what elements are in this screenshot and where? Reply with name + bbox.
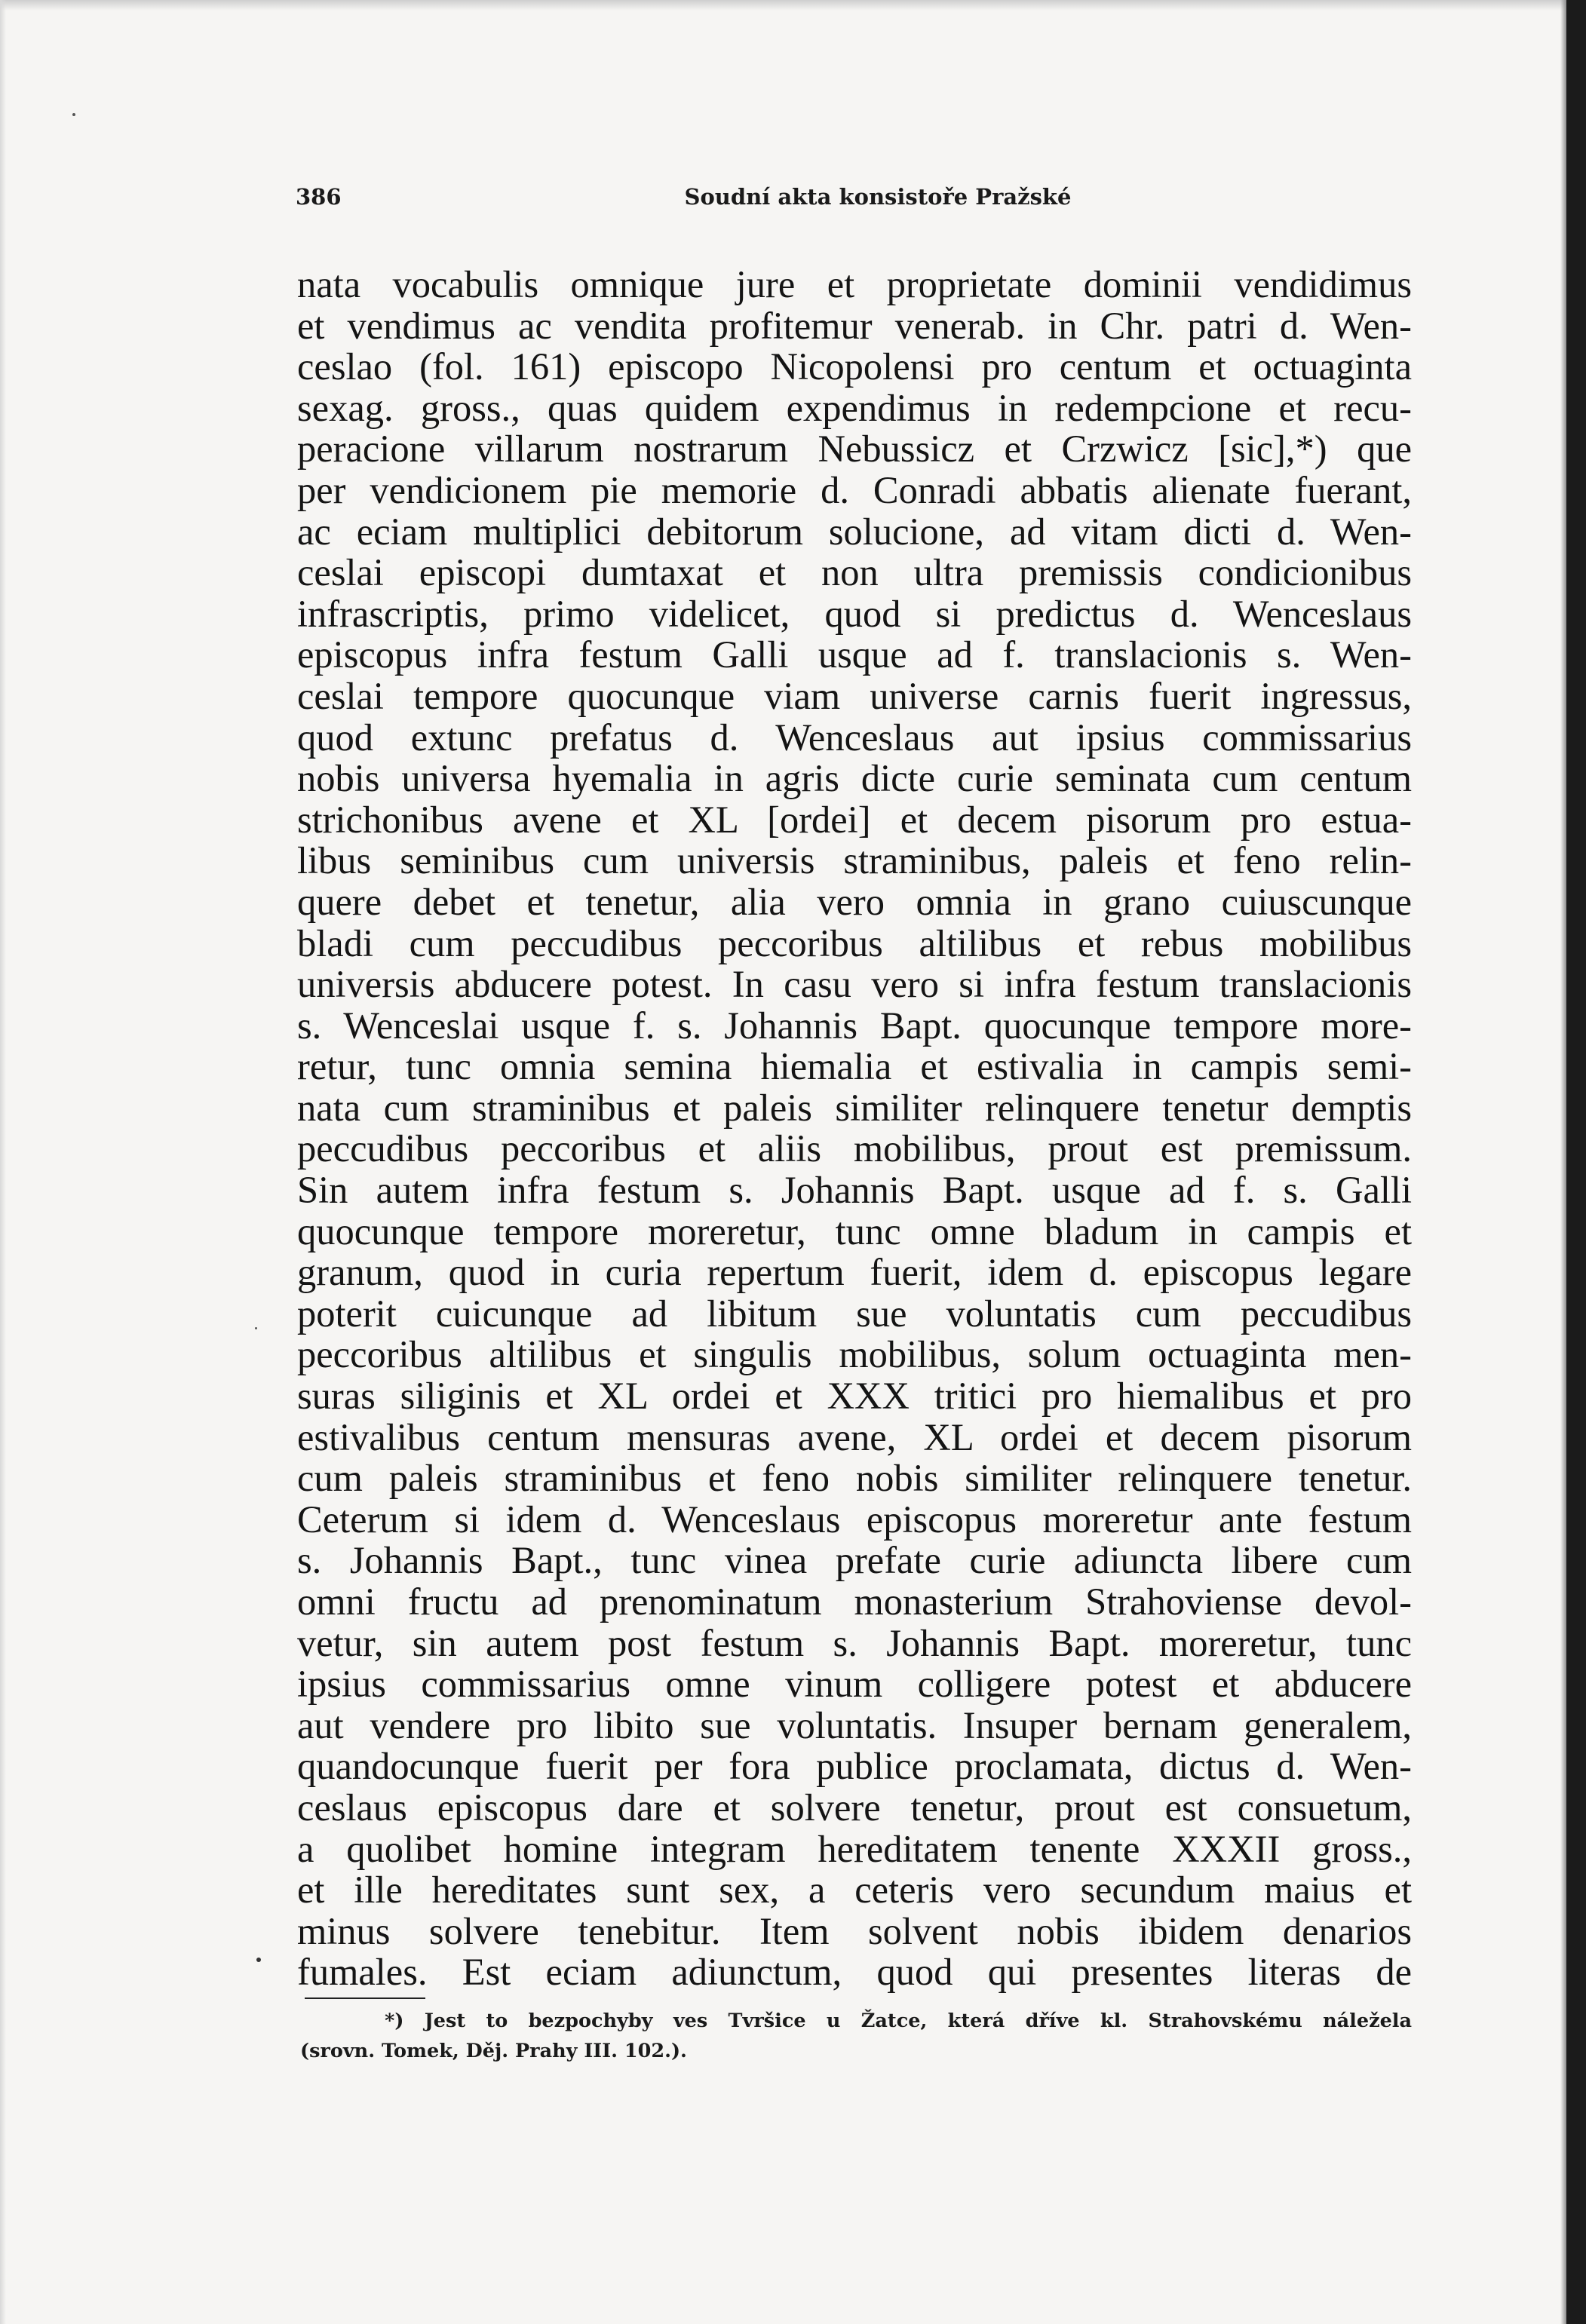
text-line: strichonibus avene et XL [ordei] et decem pisorum pro estua- xyxy=(297,798,1412,841)
footnote xyxy=(300,2006,1412,2066)
text-line: nobis universa hyemalia in agris dicte curie seminata cum centum xyxy=(297,757,1412,800)
footnote-line: *) Jest to bezpochyby ves Tvršice u Žatce, která dříve kl. Strahovskému náležela xyxy=(385,2010,1412,2032)
text-line: peracione villarum nostrarum Nebussicz et Crzwicz [sic],*) que xyxy=(297,428,1412,471)
scan-shadow-left xyxy=(0,0,6,2324)
text-line: ceslai tempore quocunque viam universe carnis fuerit ingressus, xyxy=(297,674,1412,717)
text-line: retur, tunc omnia semina hiemalia et estivalia in campis semi- xyxy=(297,1045,1412,1088)
text-line: bladi cum peccudibus peccoribus altilibus et rebus mobilibus xyxy=(297,921,1412,964)
text-line: quocunque tempore moreretur, tunc omne bladum in campis et xyxy=(297,1210,1412,1252)
body-text xyxy=(297,264,1412,1993)
text-line: infrascriptis, primo videlicet, quod si predictus d. Wenceslaus xyxy=(297,592,1412,635)
text-line: granum, quod in curia repertum fuerit, idem d. episcopus legare xyxy=(297,1251,1412,1294)
footnote-line: (srovn. Tomek, Děj. Prahy III. 102.). xyxy=(300,2040,687,2062)
text-line: Sin autem infra festum s. Johannis Bapt. usque ad f. s. Galli xyxy=(297,1169,1412,1212)
text-line: peccudibus peccoribus et aliis mobilibus, prout est premissum. xyxy=(297,1127,1412,1170)
text-line: ac eciam multiplici debitorum solucione, ad vitam dicti d. Wen- xyxy=(297,510,1412,553)
text-line: et ille hereditates sunt sex, a ceteris vero secundum maius et xyxy=(297,1869,1412,1912)
running-title: Soudní akta konsistoře Pražské xyxy=(684,184,1072,210)
text-line: ceslaus episcopus dare et solvere tenetur, prout est consuetum, xyxy=(297,1786,1412,1829)
text-line: aut vendere pro libito sue voluntatis. Insuper bernam generalem, xyxy=(297,1703,1412,1746)
text-line: per vendicionem pie memorie d. Conradi abbatis alienate fuerant, xyxy=(297,468,1412,511)
text-line: nata cum straminibus et paleis similiter relinquere tenetur demptis xyxy=(297,1086,1412,1129)
text-line: ceslai episcopi dumtaxat et non ultra premissis condicionibus xyxy=(297,551,1412,594)
text-line: sexag. gross., quas quidem expendimus in redempcione et recu- xyxy=(297,386,1412,429)
scan-speck xyxy=(256,1958,261,1962)
text-line: minus solvere tenebitur. Item solvent nobis ibidem denarios xyxy=(297,1909,1412,1952)
text-line: suras siliginis et XL ordei et XXX tritici pro hiemalibus et pro xyxy=(297,1375,1412,1418)
running-header xyxy=(296,184,1410,217)
text-line: quod extunc prefatus d. Wenceslaus aut ipsius commissarius xyxy=(297,716,1412,759)
text-line: s. Wenceslai usque f. s. Johannis Bapt. quocunque tempore more- xyxy=(297,1004,1412,1047)
text-line: estivalibus centum mensuras avene, XL ordei et decem pisorum xyxy=(297,1415,1412,1458)
text-line: quere debet et tenetur, alia vero omnia in grano cuiuscunque xyxy=(297,880,1412,923)
text-line: episcopus infra festum Galli usque ad f. translacionis s. Wen- xyxy=(297,633,1412,676)
text-line: fumales. Est eciam adiunctum, quod qui presentes literas de xyxy=(297,1951,1412,1994)
scan-shadow-right xyxy=(1560,0,1566,2324)
text-line: quandocunque fuerit per fora publice proclamata, dictus d. Wen- xyxy=(297,1745,1412,1788)
page-number: 386 xyxy=(296,184,342,210)
scan-speck xyxy=(255,1327,257,1329)
text-line: libus seminibus cum universis straminibus, paleis et feno relin- xyxy=(297,839,1412,882)
text-line: omni fructu ad prenominatum monasterium Strahoviense devol- xyxy=(297,1581,1412,1623)
text-line: Ceterum si idem d. Wenceslaus episcopus moreretur ante festum xyxy=(297,1498,1412,1541)
text-line: s. Johannis Bapt., tunc vinea prefate curie adiuncta libere cum xyxy=(297,1539,1412,1582)
footnote-divider xyxy=(305,1997,425,1999)
text-line: vetur, sin autem post festum s. Johannis Bapt. moreretur, tunc xyxy=(297,1621,1412,1664)
text-line: ceslao (fol. 161) episcopo Nicopolensi pro centum et octuaginta xyxy=(297,345,1412,388)
scan-shadow-top xyxy=(0,0,1586,11)
text-line: nata vocabulis omnique jure et proprietate dominii vendidimus xyxy=(297,263,1412,305)
scan-border-right xyxy=(1566,0,1586,2324)
text-line: ipsius commissarius omne vinum colligere potest et abducere xyxy=(297,1663,1412,1706)
text-line: peccoribus altilibus et singulis mobilibus, solum octuaginta men- xyxy=(297,1333,1412,1376)
scan-speck xyxy=(72,113,75,116)
text-line: universis abducere potest. In casu vero si infra festum translacionis xyxy=(297,963,1412,1006)
text-line: a quolibet homine integram hereditatem tenente XXXII gross., xyxy=(297,1827,1412,1870)
text-line: poterit cuicunque ad libitum sue voluntatis cum peccudibus xyxy=(297,1292,1412,1335)
text-line: et vendimus ac vendita profitemur venerab. in Chr. patri d. Wen- xyxy=(297,304,1412,347)
text-line: cum paleis straminibus et feno nobis similiter relinquere tenetur. xyxy=(297,1457,1412,1500)
